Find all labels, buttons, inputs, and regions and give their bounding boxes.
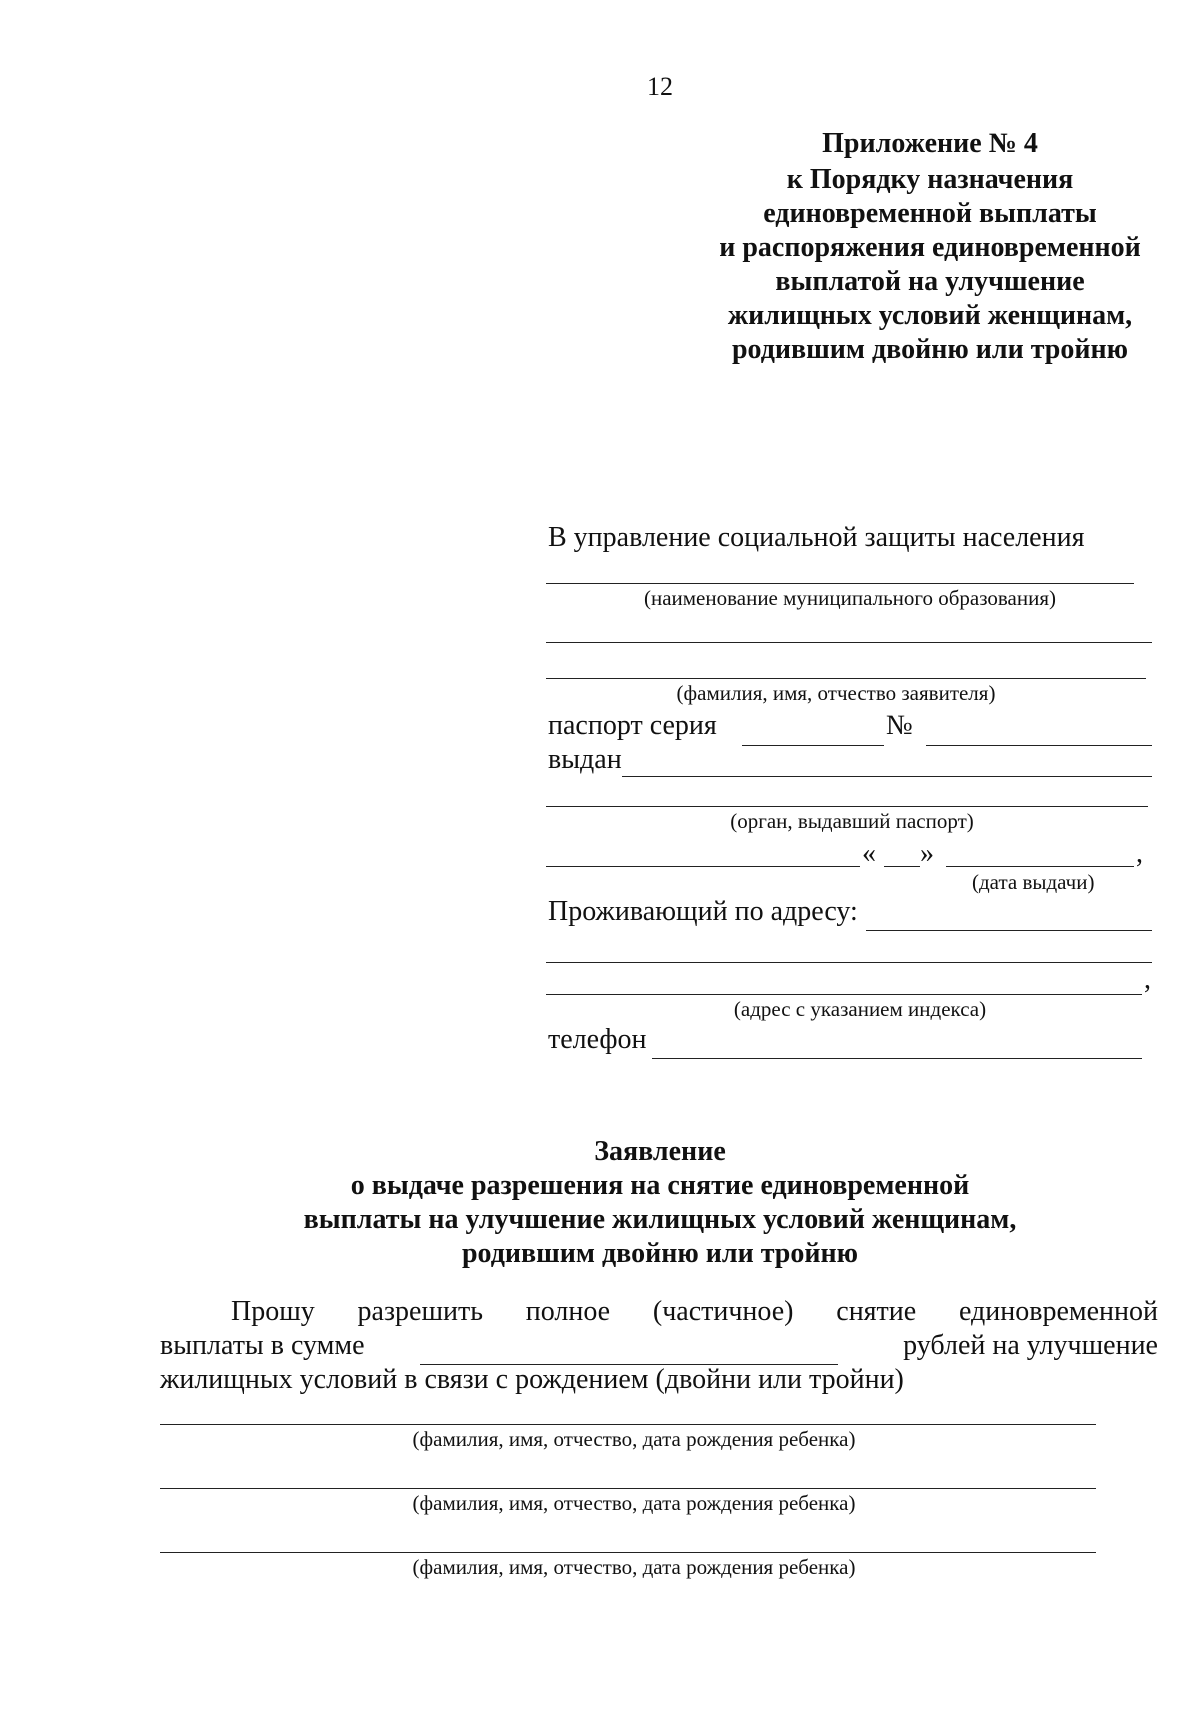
municipality-field[interactable] xyxy=(546,583,1134,584)
address-field-3[interactable] xyxy=(546,994,1142,995)
issued-by-field-1[interactable] xyxy=(622,776,1152,777)
appendix-line: к Порядку назначения xyxy=(786,164,1074,195)
address-caption: (адрес с указанием индекса) xyxy=(733,997,987,1021)
passport-series-field[interactable] xyxy=(742,745,884,746)
passport-series-label: паспорт серия xyxy=(548,710,717,741)
applicant-name-caption: (фамилия, имя, отчество заявителя) xyxy=(676,681,996,705)
issued-label: выдан xyxy=(548,744,622,775)
statement-title-line: выплаты на улучшение жилищных условий женщинам, xyxy=(303,1204,1017,1235)
amount-suffix: рублей на улучшение xyxy=(903,1330,1158,1361)
quote-close: » xyxy=(920,838,934,869)
address-field-1[interactable] xyxy=(866,930,1152,931)
trailing-comma: , xyxy=(1144,964,1151,995)
phone-label: телефон xyxy=(548,1024,647,1055)
appendix-line: Приложение № 4 xyxy=(822,128,1038,159)
appendix-line: жилищных условий женщинам, xyxy=(727,300,1133,331)
page-number: 12 xyxy=(647,72,673,101)
child-caption: (фамилия, имя, отчество, дата рождения ребенка) xyxy=(412,1555,856,1579)
amount-label: выплаты в сумме xyxy=(160,1330,365,1361)
appendix-line: и распоряжения единовременной xyxy=(719,232,1141,263)
statement-body-line: Прошу разрешить полное (частичное) снятие единовременной xyxy=(231,1296,1158,1327)
address-field-2[interactable] xyxy=(546,962,1152,963)
applicant-name-field-1[interactable] xyxy=(546,642,1152,643)
municipality-caption: (наименование муниципального образования) xyxy=(643,586,1057,610)
applicant-name-field-2[interactable] xyxy=(546,678,1146,679)
child-3-field[interactable] xyxy=(160,1552,1096,1553)
issue-date-field-2[interactable] xyxy=(946,866,1134,867)
appendix-line: единовременной выплаты xyxy=(763,198,1097,229)
quote-open: « xyxy=(862,838,876,869)
statement-body-line: жилищных условий в связи с рождением (двойни или тройни) xyxy=(160,1364,904,1395)
passport-number-field[interactable] xyxy=(926,745,1152,746)
statement-title-line: родившим двойню или тройню xyxy=(461,1238,859,1269)
issue-day-field[interactable] xyxy=(884,866,920,867)
passport-number-sign: № xyxy=(886,710,913,741)
child-2-field[interactable] xyxy=(160,1488,1096,1489)
appendix-line: родившим двойню или тройню xyxy=(731,334,1129,365)
issue-date-caption: (дата выдачи) xyxy=(972,870,1095,894)
child-1-field[interactable] xyxy=(160,1424,1096,1425)
issue-date-field-1[interactable] xyxy=(546,866,860,867)
issued-by-field-2[interactable] xyxy=(546,806,1148,807)
residence-label: Проживающий по адресу: xyxy=(548,896,858,927)
statement-title-line: Заявление xyxy=(594,1136,726,1167)
phone-field[interactable] xyxy=(652,1058,1142,1059)
statement-title-line: о выдаче разрешения на снятие единовременной xyxy=(350,1170,970,1201)
child-caption: (фамилия, имя, отчество, дата рождения ребенка) xyxy=(412,1491,856,1515)
child-caption: (фамилия, имя, отчество, дата рождения ребенка) xyxy=(412,1427,856,1451)
addressee-to: В управление социальной защиты населения xyxy=(548,522,1085,553)
appendix-line: выплатой на улучшение xyxy=(775,266,1085,297)
trailing-comma: , xyxy=(1136,838,1143,869)
issuer-caption: (орган, выдавший паспорт) xyxy=(730,809,974,833)
